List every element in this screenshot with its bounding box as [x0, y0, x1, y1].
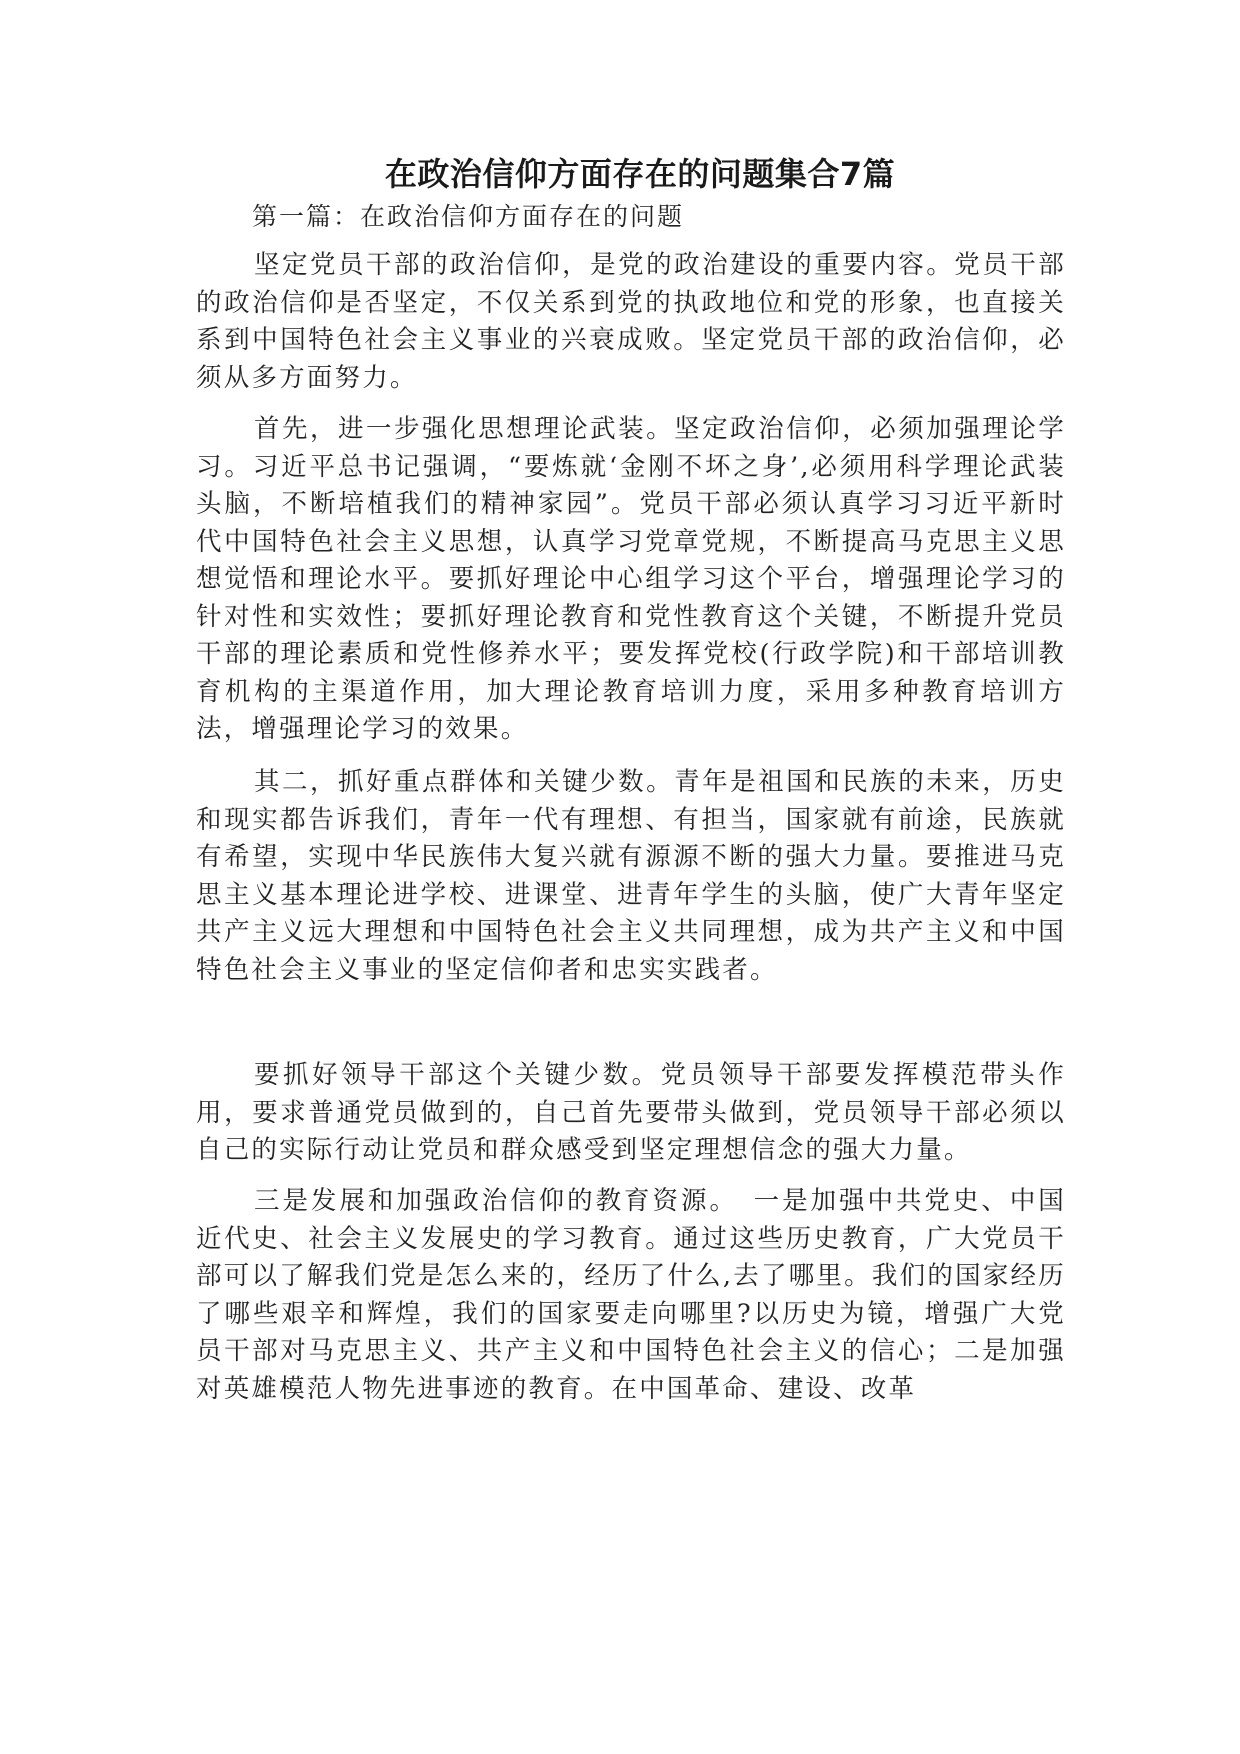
paragraph-1: 坚定党员干部的政治信仰，是党的政治建设的重要内容。党员干部的政治信仰是否坚定，不仅关系到党的执政地位和党的形象，也直接关系到中国特色社会主义事业的兴衰成败。坚定党员干部的政治信仰，必须从多方面努力。	[196, 250, 1066, 393]
section-subtitle: 第一篇：在政治信仰方面存在的问题	[252, 202, 685, 231]
paragraph-5: 三是发展和加强政治信仰的教育资源。 一是加强中共党史、中国近代史、社会主义发展史的学习教育。通过这些历史教育，广大党员干部可以了解我们党是怎么来的，经历了什么,去了哪里。我们的国家经历了哪些艰辛和辉煌，我们的国家要走向哪里?以历史为镜，增强广大党员干部对马克思主义、共产主义和中国特色社会主义的信心；二是加强对英雄模范人物先进事迹的教育。在中国革命、建设、改革	[196, 1186, 1066, 1404]
paragraph-4: 要抓好领导干部这个关键少数。党员领导干部要发挥模范带头作用，要求普通党员做到的，自己首先要带头做到，党员领导干部必须以自己的实际行动让党员和群众感受到坚定理想信念的强大力量。	[196, 1060, 1066, 1165]
paragraph-3: 其二，抓好重点群体和关键少数。青年是祖国和民族的未来，历史和现实都告诉我们，青年一代有理想、有担当，国家就有前途，民族就有希望，实现中华民族伟大复兴就有源源不断的强大力量。要推进马克思主义基本理论进学校、进课堂、进青年学生的头脑，使广大青年坚定共产主义远大理想和中国特色社会主义共同理想，成为共产主义和中国特色社会主义事业的坚定信仰者和忠实实践者。	[196, 767, 1066, 985]
document-title: 在政治信仰方面存在的问题集合7篇	[384, 155, 896, 193]
paragraph-2: 首先，进一步强化思想理论武装。坚定政治信仰，必须加强理论学习。习近平总书记强调，“要炼就‘金刚不坏之身’,必须用科学理论武装头脑，不断培植我们的精神家园”。党员干部必须认真学习习近平新时代中国特色社会主义思想，认真学习党章党规，不断提高马克思主义思想觉悟和理论水平。要抓好理论中心组学习这个平台，增强理论学习的针对性和实效性；要抓好理论教育和党性教育这个关键，不断提升党员干部的理论素质和党性修养水平；要发挥党校(行政学院)和干部培训教育机构的主渠道作用，加大理论教育培训力度，采用多种教育培训方法，增强理论学习的效果。	[196, 414, 1066, 744]
